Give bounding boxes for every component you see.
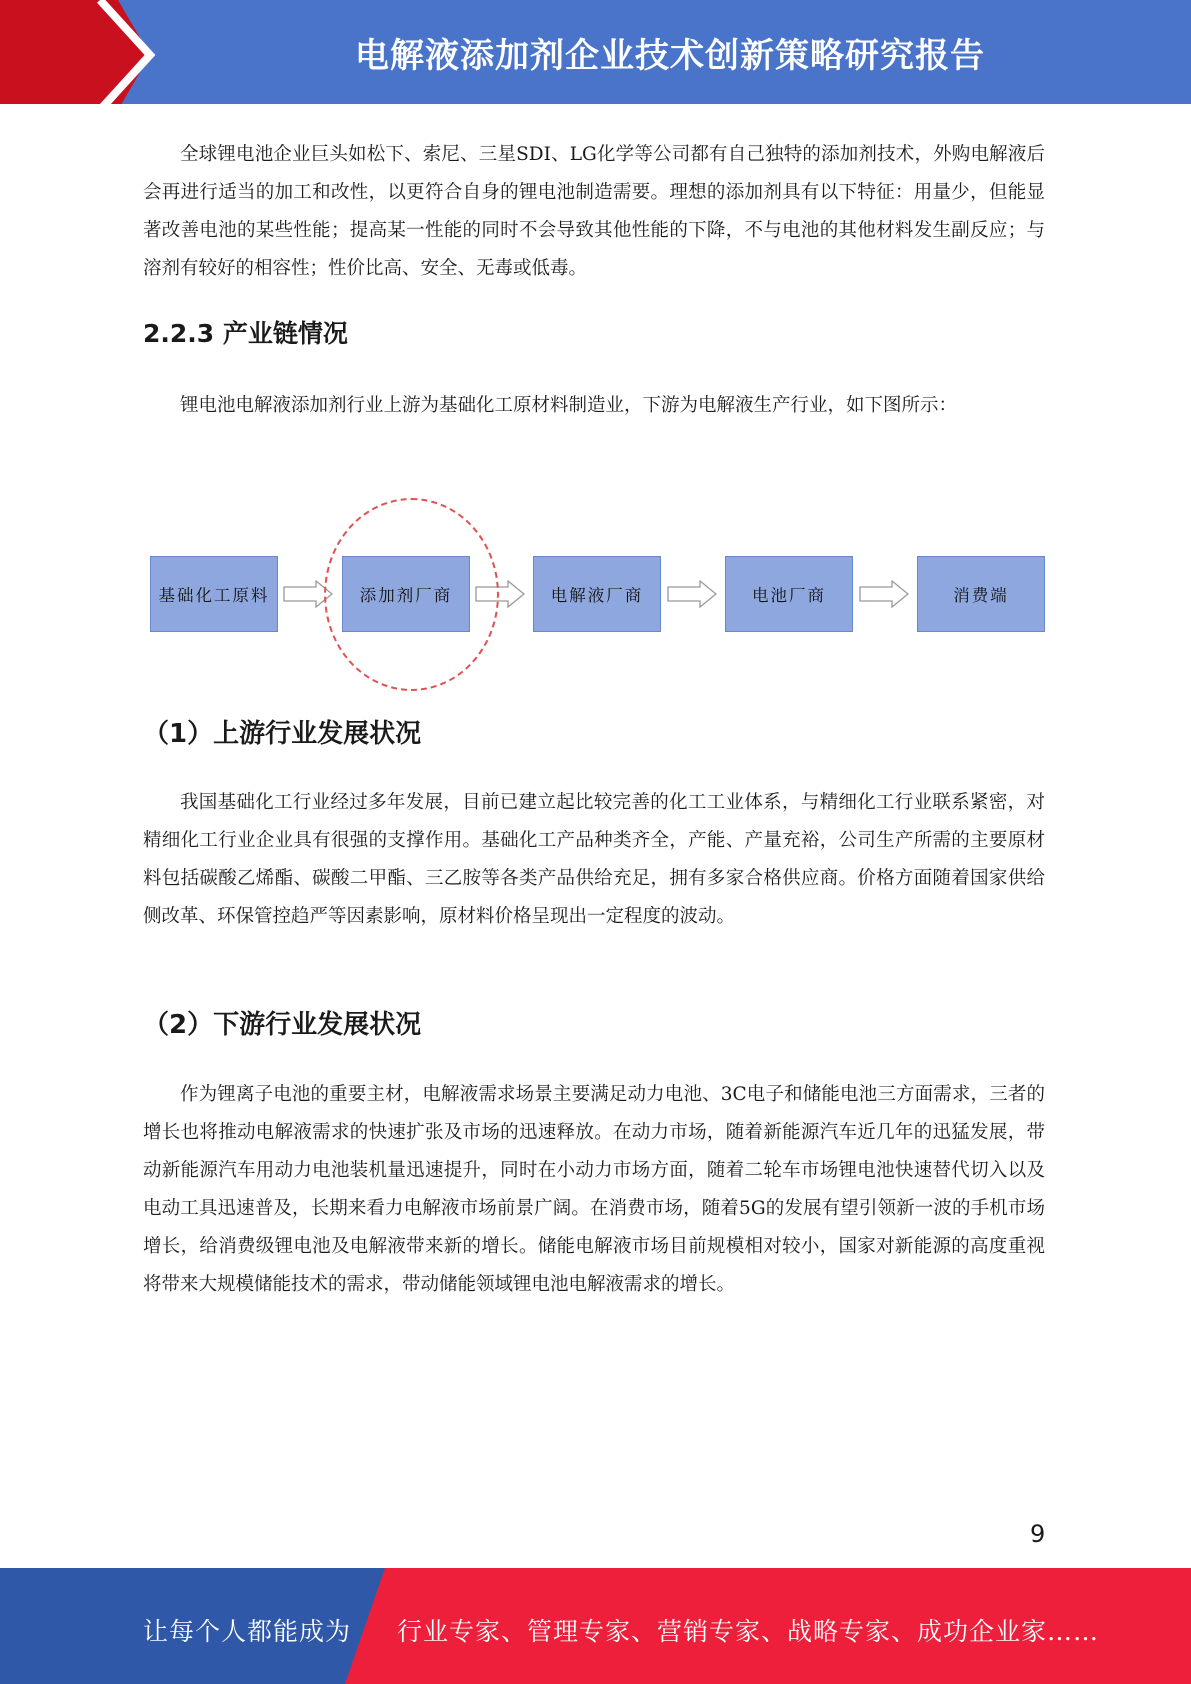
node-additive-makers: 添加剂厂商 <box>342 556 470 632</box>
arrow-icon <box>667 580 717 608</box>
header-banner <box>0 0 1191 110</box>
section-2-2-3-paragraph: 锂电池电解液添加剂行业上游为基础化工原材料制造业，下游为电解液生产行业，如下图所示： <box>180 395 958 416</box>
downstream-paragraph: 作为锂离子电池的重要主材，电解液需求场景主要满足动力电池、3C电子和储能电池三方面需求，三者的增长也将推动电解液需求的快速扩张及市场的迅速释放。在动力市场，随着新能源汽车近几年的迅猛发展，带动新能源汽车用动力电池装机量迅速提升，同时在小动力市场方面，随着二轮车市场锂电池快速替代切入以及电动工具迅速普及，长期来看力电解液市场前景广阔。在消费市场，随着5G的发展有望引领新一波的手机市场增长，给消费级锂电池及电解液带来新的增长。储能电解液市场目前规模相对较小，国家对新能源的高度重视将带来大规模储能技术的需求，带动储能领域锂电池电解液需求的增长。 <box>143 1084 1045 1295</box>
report-title: 电解液添加剂企业技术创新策略研究报告 <box>355 35 985 76</box>
intro-paragraph: 全球锂电池企业巨头如松下、索尼、三星SDI、LG化学等公司都有自己独特的添加剂技术，外购电解液后会再进行适当的加工和改性，以更符合自身的锂电池制造需要。理想的添加剂具有以下特征：用量少，但能显著改善电池的某些性能；提高某一性能的同时不会导致其他性能的下降，不与电池的其他材料发生副反应；与溶剂有较好的相容性；性价比高、安全、无毒或低毒。 <box>143 144 1045 279</box>
node-battery-makers: 电池厂商 <box>725 556 853 632</box>
node-consumer-end: 消费端 <box>917 556 1045 632</box>
upstream-heading: （1）上游行业发展状况 <box>143 719 422 749</box>
downstream-heading: （2）下游行业发展状况 <box>143 1010 422 1040</box>
footer-slogan-right: 行业专家、管理专家、营销专家、战略专家、成功企业家…… <box>397 1617 1100 1646</box>
footer-slogan-left: 让每个人都能成为 <box>143 1617 352 1646</box>
industry-chain-diagram <box>150 498 1050 698</box>
upstream-paragraph: 我国基础化工行业经过多年发展，目前已建立起比较完善的化工工业体系，与精细化工行业联系紧密，对精细化工行业企业具有很强的支撑作用。基础化工产品种类齐全，产能、产量充裕，公司生产所需的主要原材料包括碳酸乙烯酯、碳酸二甲酯、三乙胺等各类产品供给充足，拥有多家合格供应商。价格方面随着国家供给侧改革、环保管控趋严等因素影响，原材料价格呈现出一定程度的波动。 <box>143 792 1045 927</box>
node-raw-materials: 基础化工原料 <box>150 556 278 632</box>
arrow-icon <box>859 580 909 608</box>
node-electrolyte-makers: 电解液厂商 <box>533 556 661 632</box>
page-number: 9 <box>1030 1520 1046 1548</box>
highlight-circle <box>324 498 499 691</box>
section-heading-2-2-3: 2.2.3 产业链情况 <box>143 319 348 348</box>
